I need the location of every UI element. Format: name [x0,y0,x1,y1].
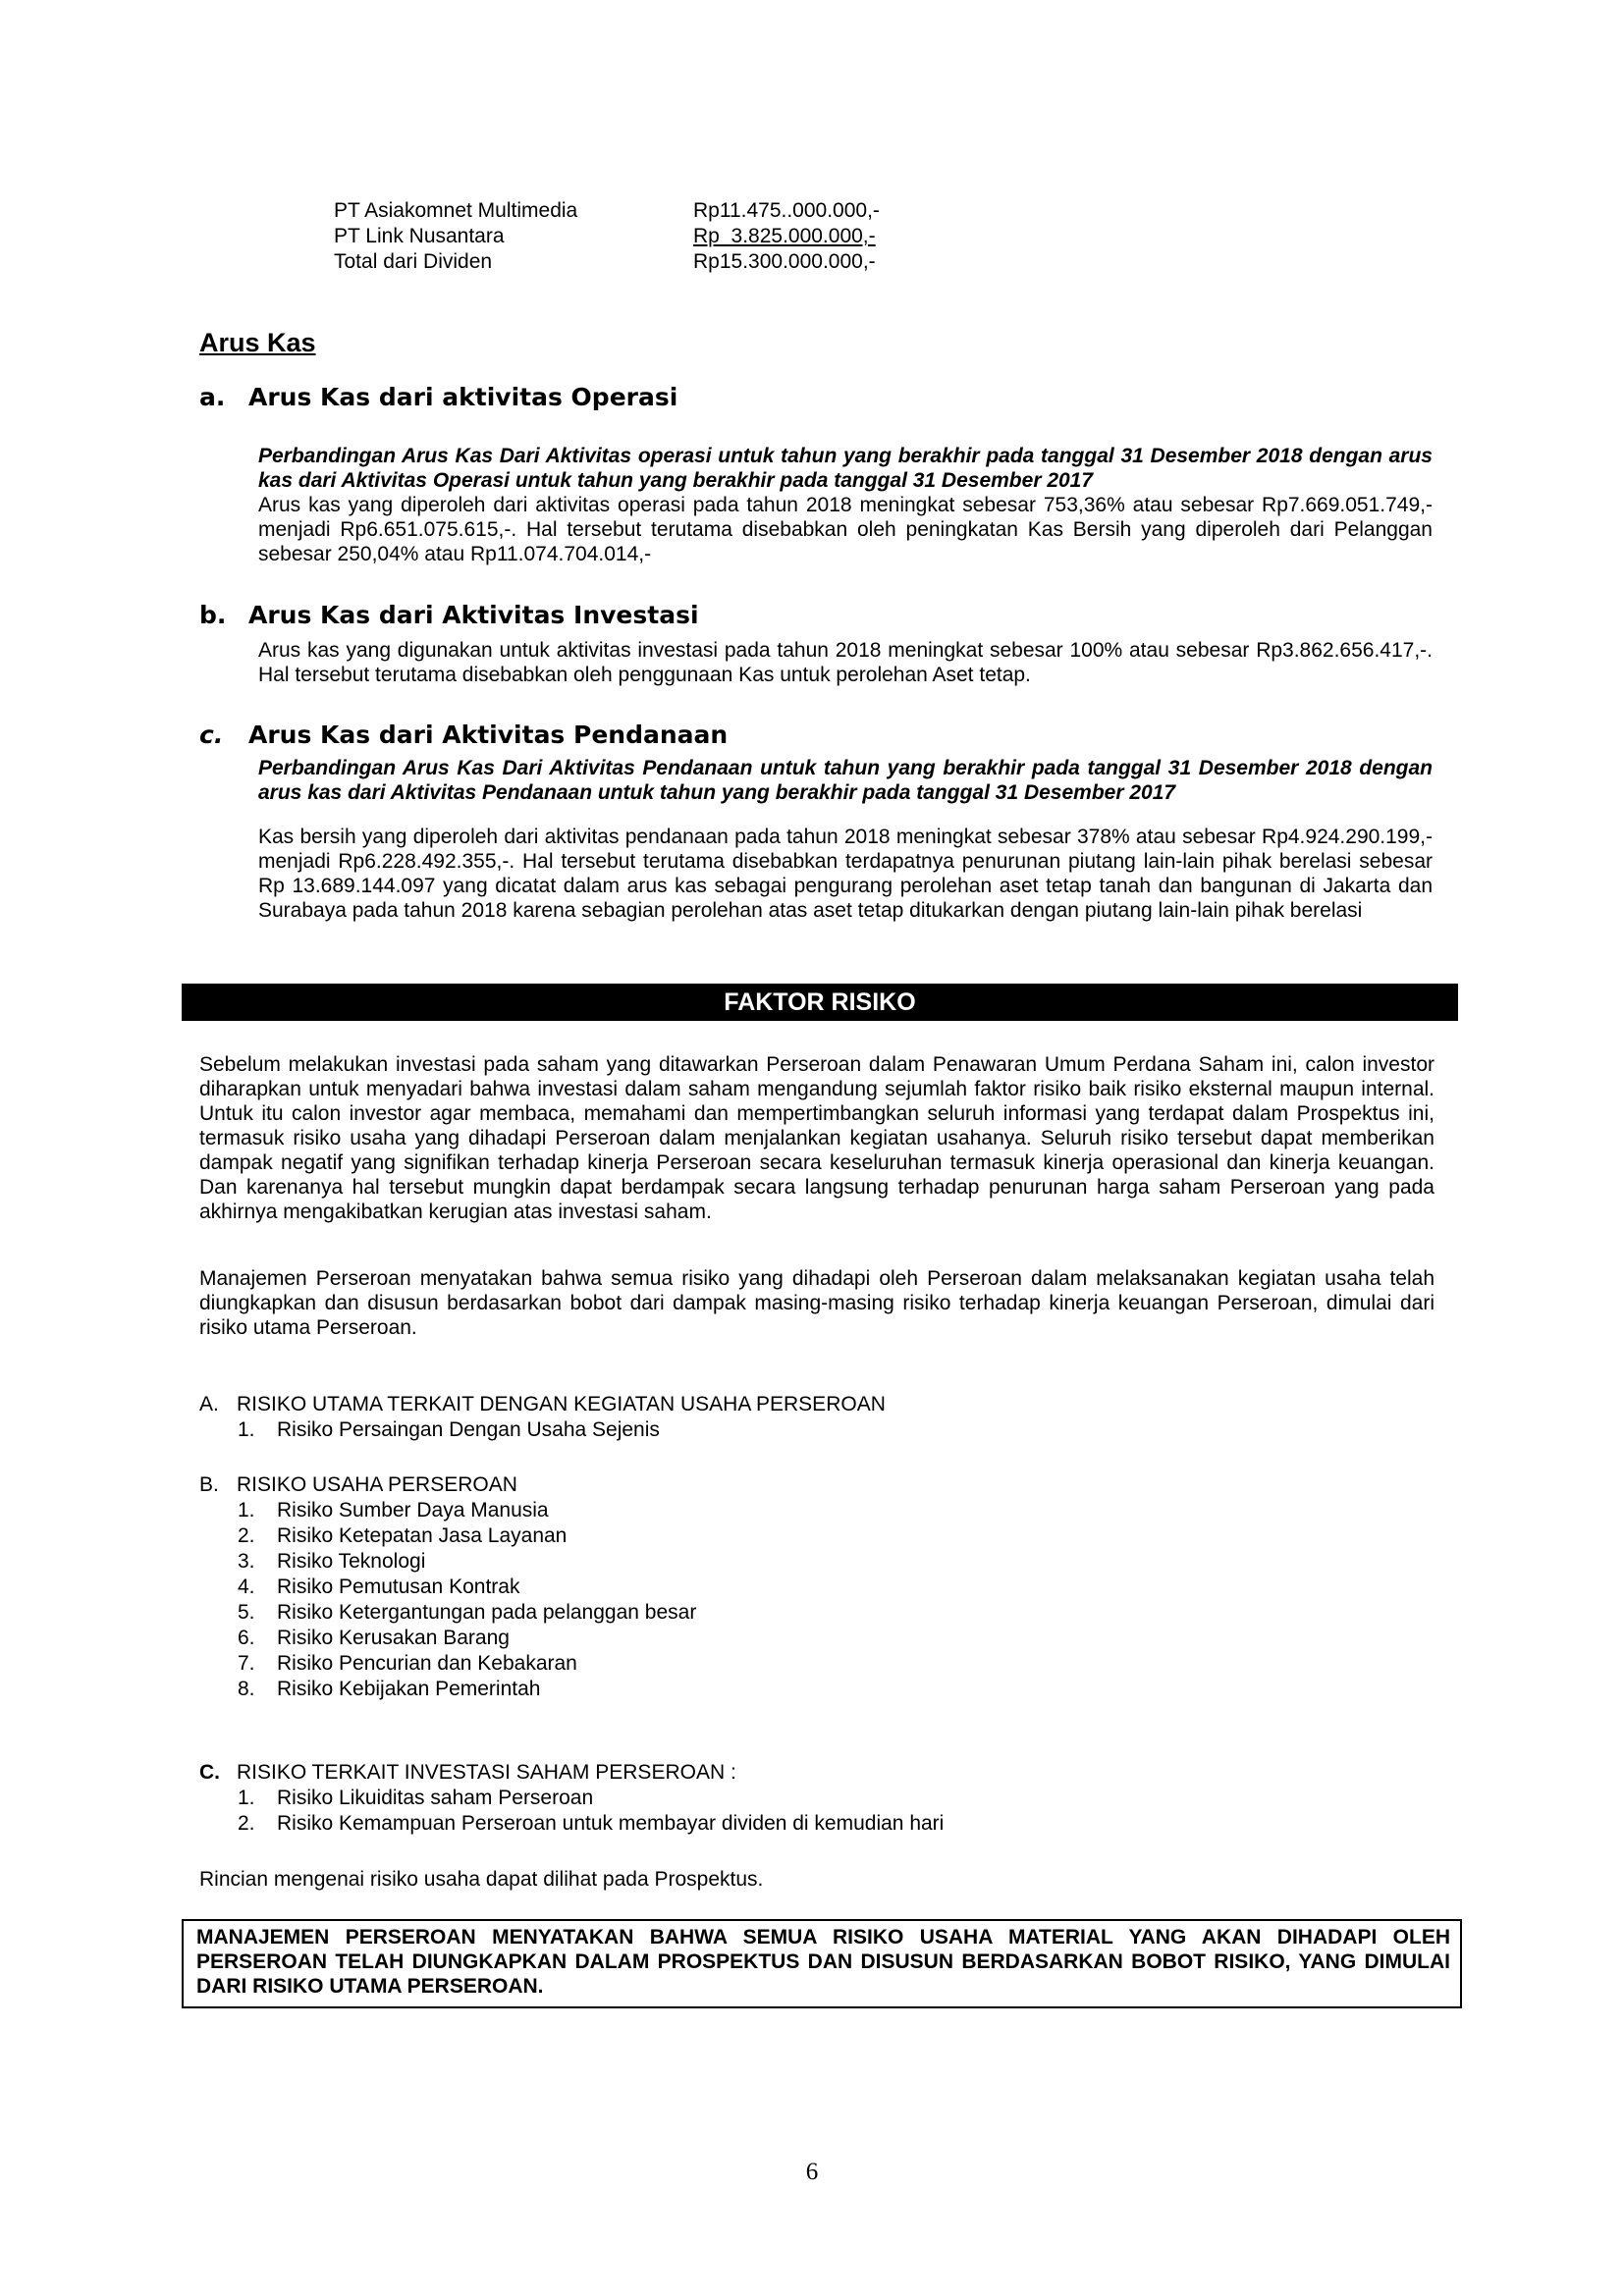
risk-group-letter: B. [199,1473,219,1496]
faktor-risiko-intro-2: Manajemen Perseroan menyatakan bahwa semua risiko yang dihadapi oleh Perseroan dalam melaksanakan kegiatan usaha telah diungkapkan dan disusun berdasarkan bobot dari dampak masing-masing risiko terhadap kinerja keuangan Perseroan, dimulai dari risiko utama Perseroan. [199,1267,1435,1339]
list-item-number: 7. [238,1652,255,1675]
page-number: 6 [805,2159,819,2185]
subsection-b-body: Arus kas yang digunakan untuk aktivitas investasi pada tahun 2018 meningkat sebesar 100% atau sebesar Rp3.862.656.417,-. Hal tersebut terutama disebabkan oleh penggunaan Kas untuk perolehan Aset tetap. [258,639,1433,686]
list-item-text: Risiko Kerusakan Barang [277,1627,510,1649]
list-item-text: Risiko Ketergantungan pada pelanggan besar [277,1601,697,1624]
list-item-number: 1. [238,1787,255,1809]
subsection-heading-a [199,385,677,409]
faktor-risiko-header: FAKTOR RISIKO [182,984,1458,1021]
list-item-text: Risiko Likuiditas saham Perseroan [277,1787,594,1809]
subsection-a-body: Arus kas yang diperoleh dari aktivitas operasi pada tahun 2018 meningkat sebesar 753,36% atau sebesar Rp7.669.051.749,- menjadi Rp6.651.075.615,-. Hal tersebut terutama disebabkan oleh peningkatan Kas Bersih yang diperoleh dari Pelanggan sebesar 250,04% atau Rp11.074.704.014,- [258,494,1433,565]
risk-group-b-heading [199,1472,517,1497]
list-item-text: Risiko Kemampuan Perseroan untuk membayar dividen di kemudian hari [277,1812,945,1835]
list-item-number: 2. [238,1524,255,1547]
subsection-letter: b. [199,601,227,629]
subsection-title: Arus Kas dari aktivitas Operasi [248,383,678,411]
subsection-heading-c [199,722,728,747]
subsection-letter: c. [199,721,224,749]
subsection-letter: a. [199,383,226,411]
management-statement-box: MANAJEMEN PERSEROAN MENYATAKAN BAHWA SEMUA RISIKO USAHA MATERIAL YANG AKAN DIHADAPI OLEH PERSEROAN TELAH DIUNGKAPKAN DALAM PROSPEKTUS DAN DISUSUN BERDASARKAN BOBOT RISIKO, YANG DIMULAI DARI RISIKO UTAMA PERSEROAN. [182,1919,1462,2008]
list-item-number: 1. [238,1418,255,1441]
list-item-text: Risiko Teknologi [277,1550,426,1573]
dividend-total-label: Total dari Dividen [334,250,493,273]
list-item-text: Risiko Persaingan Dengan Usaha Sejenis [277,1418,660,1441]
dividend-row [334,224,923,248]
list-item-number: 6. [238,1627,255,1649]
section-title-arus-kas: Arus Kas [199,328,316,357]
subsection-c-body: Kas bersih yang diperoleh dari aktivitas pendanaan pada tahun 2018 meningkat sebesar 378% atau sebesar Rp4.924.290.199,- menjadi Rp6.228.492.355,-. Hal tersebut terutama disebabkan terdapatnya penurunan piutang lain-lain pihak berelasi sebesar Rp 13.689.144.097 yang dicatat dalam arus kas sebagai pengurang perolehan aset tetap tanah dan bangunan di Jakarta dan Surabaya pada tahun 2018 karena sebagian perolehan atas aset tetap ditukarkan dengan piutang lain-lain pihak berelasi [258,826,1433,922]
risk-group-letter: A. [199,1393,219,1415]
list-item-number: 4. [238,1575,255,1598]
dividend-amount: Rp 3.825.000.000,- [693,225,876,247]
dividend-name: PT Link Nusantara [334,225,505,247]
list-item-text: Risiko Sumber Daya Manusia [277,1499,549,1522]
subsection-title: Arus Kas dari Aktivitas Investasi [248,601,699,629]
list-item-text: Risiko Pencurian dan Kebakaran [277,1652,577,1675]
faktor-risiko-intro-1: Sebelum melakukan investasi pada saham yang ditawarkan Perseroan dalam Penawaran Umum Perdana Saham ini, calon investor diharapkan untuk menyadari bahwa investasi dalam saham mengandung sejumlah faktor risiko baik risiko eksternal maupun internal. Untuk itu calon investor agar membaca, memahami dan mempertimbangkan seluruh informasi yang terdapat dalam Prospektus ini, termasuk risiko usaha yang dihadapi Perseroan dalam menjalankan kegiatan usahanya. Seluruh risiko tersebut dapat memberikan dampak negatif yang signifikan terhadap kinerja Perseroan secara keseluruhan termasuk kinerja operasional dan kinerja keuangan. Dan karenanya hal tersebut mungkin dapat berdampak secara langsung terhadap penurunan harga saham Perseroan yang pada akhirnya mengakibatkan kerugian atas investasi saham. [199,1053,1435,1223]
risk-note: Rincian mengenai risiko usaha dapat dilihat pada Prospektus. [199,1868,764,1891]
list-item-text: Risiko Kebijakan Pemerintah [277,1678,541,1700]
dividend-name: PT Asiakomnet Multimedia [334,199,578,222]
risk-group-a-heading [199,1392,886,1416]
risk-group-title: RISIKO UTAMA TERKAIT DENGAN KEGIATAN USAHA PERSEROAN [237,1393,886,1415]
dividend-amount: Rp11.475..000.000,- [693,199,880,222]
list-item-number: 8. [238,1678,255,1700]
list-item-number: 3. [238,1550,255,1573]
risk-group-letter: C. [199,1761,220,1784]
list-item-text: Risiko Ketepatan Jasa Layanan [277,1524,568,1547]
dividend-total-amount: Rp15.300.000.000,- [693,250,876,273]
risk-group-title: RISIKO TERKAIT INVESTASI SAHAM PERSEROAN : [237,1761,736,1784]
list-item-number: 1. [238,1499,255,1522]
subsection-title: Arus Kas dari Aktivitas Pendanaan [248,721,729,749]
subsection-c-subheading: Perbandingan Arus Kas Dari Aktivitas Pendanaan untuk tahun yang berakhir pada tanggal 31 Desember 2018 dengan arus kas dari Aktivitas Pendanaan untuk tahun yang berakhir pada tanggal 31 Desember 2017 [258,757,1433,804]
list-item-number: 5. [238,1601,255,1624]
risk-group-c-heading [199,1760,736,1785]
subsection-heading-b [199,603,699,627]
subsection-a-subheading: Perbandingan Arus Kas Dari Aktivitas operasi untuk tahun yang berakhir pada tanggal 31 Desember 2018 dengan arus kas dari Aktivitas Operasi untuk tahun yang berakhir pada tanggal 31 Desember 2017 [258,445,1433,492]
dividend-row [334,198,923,223]
risk-group-title: RISIKO USAHA PERSEROAN [237,1473,517,1496]
list-item-text: Risiko Pemutusan Kontrak [277,1575,520,1598]
list-item-number: 2. [238,1812,255,1835]
dividend-total-row [334,249,923,274]
